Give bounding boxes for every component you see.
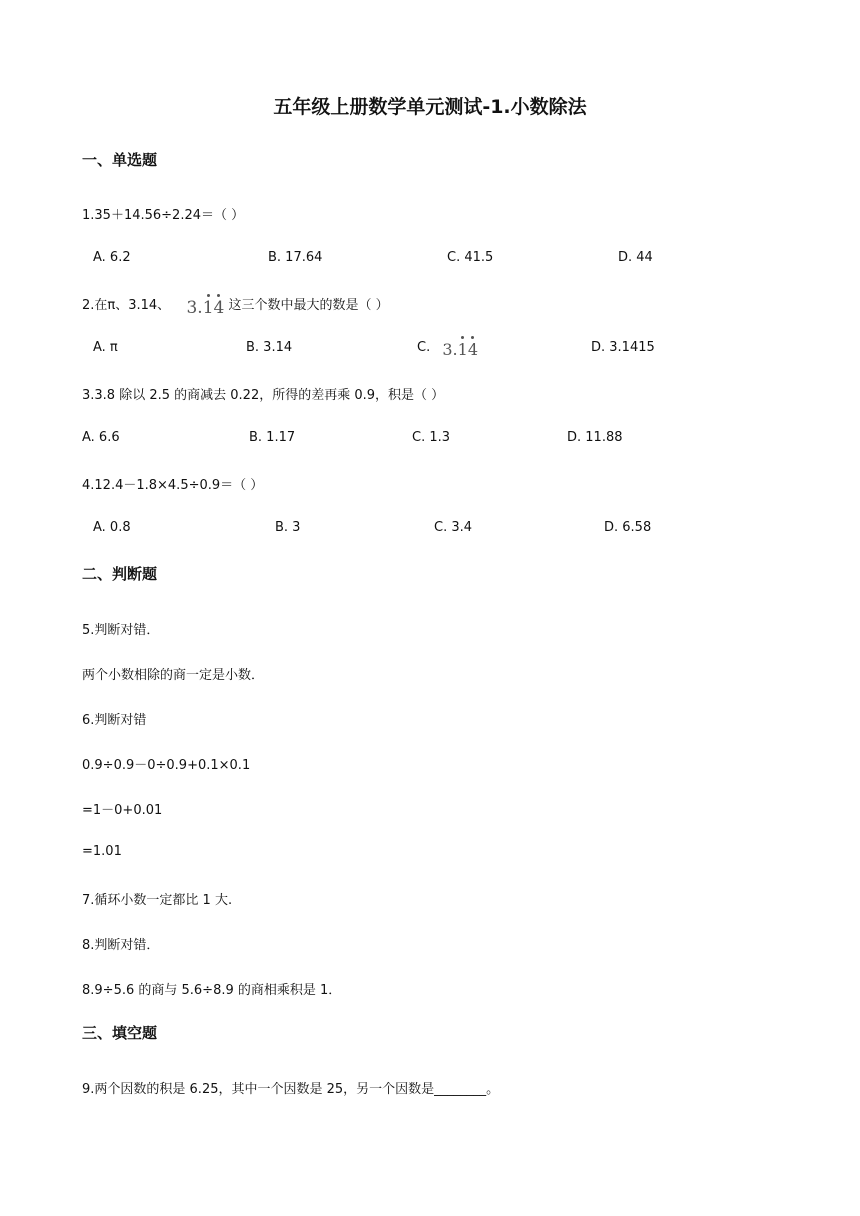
q4-option-a: A. 0.8: [93, 520, 131, 535]
q2-option-c-label: C.: [417, 340, 431, 355]
question-4: 4.12.4－1.8×4.5÷0.9＝（ ）: [82, 478, 264, 493]
question-6-line-1: 6.判断对错: [82, 713, 147, 728]
q2-option-a: A. π: [93, 340, 118, 355]
q4-option-b: B. 3: [275, 520, 301, 535]
q1-option-c: C. 41.5: [447, 250, 494, 265]
question-1: 1.35＋14.56÷2.24＝（ ）: [82, 208, 245, 223]
q1-option-b: B. 17.64: [268, 250, 323, 265]
page-title: 五年级上册数学单元测试-1.小数除法: [273, 96, 587, 118]
q2-option-c: [417, 340, 478, 359]
q2-text-before: 2.在π、3.14、: [82, 298, 171, 313]
section-heading-single-choice: 一、单选题: [82, 151, 158, 169]
q2-option-d: D. 3.1415: [591, 340, 655, 355]
question-5-line-2: 两个小数相除的商一定是小数．: [82, 668, 265, 683]
q3-option-b: B. 1.17: [249, 430, 296, 445]
q4-option-c: C. 3.4: [434, 520, 473, 535]
question-2: [82, 294, 389, 318]
q3-option-a: A. 6.6: [82, 430, 120, 445]
q3-option-c: C. 1.3: [412, 430, 451, 445]
q3-option-d: D. 11.88: [567, 430, 623, 445]
question-3: 3.3.8 除以 2.5 的商减去 0.22，所得的差再乘 0.9，积是（ ）: [82, 388, 445, 403]
question-7: 7.循环小数一定都比 1 大.: [82, 893, 233, 908]
section-heading-true-false: 二、判断题: [82, 565, 158, 583]
q1-option-d: D. 44: [618, 250, 653, 265]
q2-option-b: B. 3.14: [246, 340, 293, 355]
repeat-dot-icon: [461, 336, 464, 339]
repeat-dot-icon: [471, 336, 474, 339]
q2-text-after: 这三个数中最大的数是（ ）: [228, 298, 389, 313]
repeat-dot-icon: [217, 294, 220, 297]
q1-option-a: A. 6.2: [93, 250, 131, 265]
question-9: [82, 1078, 499, 1097]
question-6-line-2: 0.9÷0.9－0÷0.9+0.1×0.1: [82, 758, 251, 773]
q4-option-d: D. 6.58: [604, 520, 652, 535]
repeating-decimal-3-14: 3. 1 4: [442, 340, 478, 359]
q9-text-after: 。: [486, 1082, 500, 1097]
question-8-line-2: 8.9÷5.6 的商与 5.6÷8.9 的商相乘积是 1．: [82, 983, 342, 998]
question-6-line-4: =1.01: [82, 844, 122, 859]
answer-blank[interactable]: ________: [434, 1082, 487, 1097]
question-8-line-1: 8.判断对错．: [82, 938, 160, 953]
section-heading-fill-blank: 三、填空题: [82, 1024, 158, 1042]
repeating-decimal-3-14: 3. 1 4: [186, 298, 224, 318]
question-5-line-1: 5.判断对错．: [82, 623, 160, 638]
repeat-dot-icon: [207, 294, 210, 297]
question-6-line-3: =1－0+0.01: [82, 803, 163, 818]
q9-text-before: 9.两个因数的积是 6.25，其中一个因数是 25，另一个因数是: [82, 1082, 435, 1097]
